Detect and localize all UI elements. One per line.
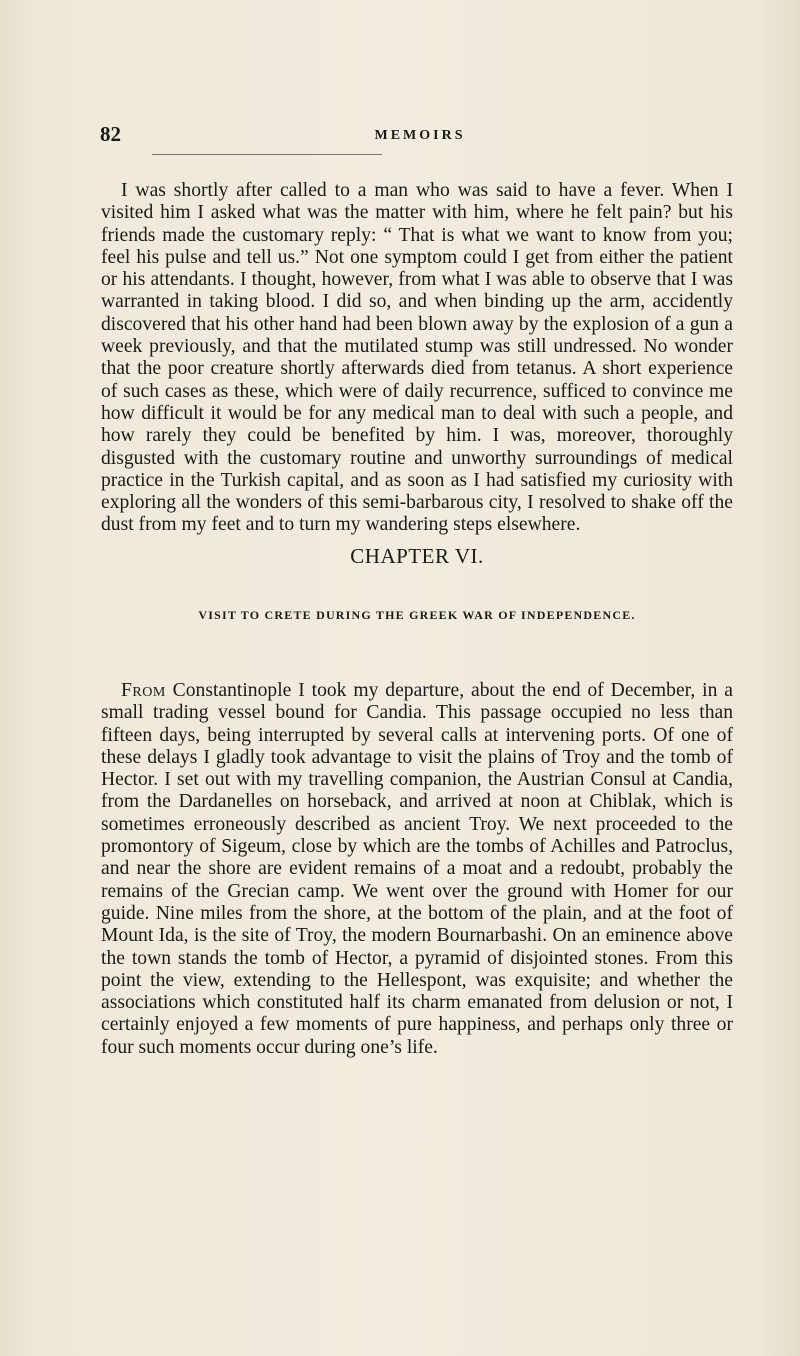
paragraph-second-text: Constantinople I took my departure, about the end of December, in a small trading vessel bound for Candia. This passage occupied no less than fifteen days, being interrupted by several calls at intervening ports. Of one of these delays I gladly took advantage to visit the plains of Troy and the tomb of Hector. I set out with my travelling companion, the Austrian Consul at Candia, from the Dardanelles on horseback, and arrived at noon at Chiblak, which is sometimes erroneously described as ancient Troy. We next proceeded to the promontory of Sigeum, close by which are the tombs of Achilles and Patroclus, and near the shore are evident remains of a moat and a redoubt, probably the remains of the Grecian camp. We went over the ground with Homer for our guide. Nine miles from the shore, at the bottom of the plain, and at the foot of Mount Ida, is the site of Troy, the modern Bournarbashi. On an eminence above the town stands the tomb of Hector, a pyramid of disjointed stones. From this point the view, extending to the Hellespont, was exquisite; and whether the associations which constituted half its charm emanated from delusion or not, I certainly enjoyed a few moments of pure happiness, and perhaps only three or four such moments occur during one’s life. <box>101 680 733 1058</box>
paragraph-first: I was shortly after called to a man who was said to have a fever. When I visited him I asked what was the matter with him, where he felt pain? but his friends made the customary reply: “ That is what we want to know from you; feel his pulse and tell us.” Not one symptom could I get from either the patient or his attendants. I thought, however, from what I was able to observe that I was warranted in taking blood. I did so, and when binding up the arm, accidently discovered that his other hand had been blown away by the explosion of a gun a week previously, and that the mutilated stump was still undressed. No wonder that the poor creature shortly afterwards died from tetanus. A short experience of such cases as these, which were of daily recurrence, sufficed to convince me how difficult it would be for any medical man to deal with such a people, and how rarely they could be benefited by him. I was, moreover, thoroughly disgusted with the customary routine and unworthy surroundings of medical practice in the Turkish capital, and as soon as I had satisfied my curiosity with exploring all the wonders of this semi-barbarous city, I resolved to shake off the dust from my feet and to turn my wandering steps elsewhere. <box>101 180 733 536</box>
page-number: 82 <box>100 122 121 146</box>
chapter-title: CHAPTER VI. <box>350 544 484 568</box>
paragraph-second <box>101 680 733 1059</box>
paragraph-lead-word: From <box>121 680 166 701</box>
chapter-subtitle: VISIT TO CRETE DURING THE GREEK WAR OF INDEPENDENCE. <box>198 608 636 622</box>
running-head: MEMOIRS <box>374 128 466 143</box>
header-rule <box>152 154 382 155</box>
page-header <box>100 110 740 150</box>
